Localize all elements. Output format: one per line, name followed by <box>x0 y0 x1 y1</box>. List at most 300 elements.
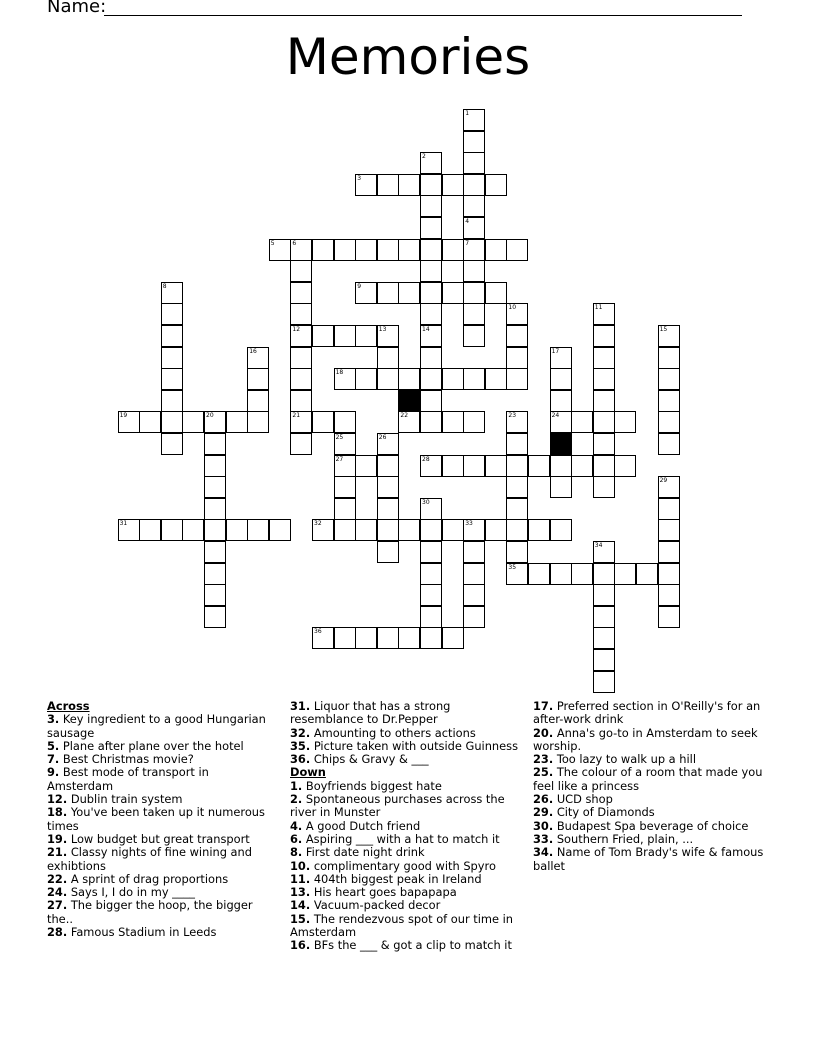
crossword-cell[interactable] <box>420 498 442 520</box>
crossword-cell[interactable] <box>312 627 334 649</box>
crossword-cell[interactable] <box>506 325 528 347</box>
crossword-cell[interactable] <box>161 282 183 304</box>
crossword-cell[interactable] <box>398 174 420 196</box>
crossword-cell[interactable] <box>463 303 485 325</box>
crossword-cell[interactable] <box>463 195 485 217</box>
crossword-cell[interactable] <box>463 606 485 628</box>
crossword-cell[interactable] <box>528 563 550 585</box>
crossword-cell[interactable] <box>420 325 442 347</box>
across-heading: Across <box>47 699 90 713</box>
crossword-cell[interactable] <box>290 282 312 304</box>
crossword-cell[interactable] <box>334 411 356 433</box>
clue-number: 35. <box>290 738 311 753</box>
crossword-cell[interactable] <box>658 368 680 390</box>
crossword-cell[interactable] <box>204 541 226 563</box>
crossword-cell[interactable] <box>377 282 399 304</box>
crossword-cell[interactable] <box>506 303 528 325</box>
cell-number: 24 <box>551 412 560 420</box>
crossword-cell[interactable] <box>377 476 399 498</box>
crossword-cell[interactable] <box>312 411 334 433</box>
crossword-cell[interactable] <box>658 433 680 455</box>
crossword-cell[interactable] <box>398 368 420 390</box>
crossword-cell[interactable] <box>463 131 485 153</box>
crossword-cell[interactable] <box>463 109 485 131</box>
clue-text: Southern Fried, plain, ... <box>556 831 694 846</box>
crossword-cell[interactable] <box>506 455 528 477</box>
clue-text: Name of Tom Brady's wife & famous ballet <box>533 845 764 873</box>
crossword-cell[interactable] <box>377 368 399 390</box>
crossword-cell[interactable] <box>550 476 572 498</box>
crossword-cell[interactable] <box>377 498 399 520</box>
crossword-cell[interactable] <box>658 390 680 412</box>
cell-number: 13 <box>378 326 387 333</box>
across-clue <box>47 766 275 793</box>
crossword-cell[interactable] <box>485 455 507 477</box>
crossword-cell[interactable] <box>355 282 377 304</box>
crossword-cell[interactable] <box>290 390 312 412</box>
crossword-cell[interactable] <box>506 347 528 369</box>
clue-text: UCD shop <box>556 792 613 807</box>
clue-text: The rendezvous spot of our time in Amsterdam <box>290 911 514 940</box>
cell-number: 32 <box>314 520 322 528</box>
crossword-cell[interactable] <box>593 563 615 585</box>
crossword-cell[interactable] <box>204 411 226 433</box>
crossword-cell[interactable] <box>161 411 183 433</box>
crossword-cell[interactable] <box>377 541 399 563</box>
crossword-cell[interactable] <box>593 584 615 606</box>
across-clue <box>290 700 520 727</box>
crossword-cell[interactable] <box>420 174 442 196</box>
crossword-cell[interactable] <box>247 347 269 369</box>
crossword-cell[interactable] <box>442 411 464 433</box>
crossword-cell[interactable] <box>463 455 485 477</box>
crossword-cell[interactable] <box>593 455 615 477</box>
crossword-cell[interactable] <box>658 519 680 541</box>
clue-number: 13. <box>290 885 311 900</box>
crossword-cell[interactable] <box>161 368 183 390</box>
crossword-cell[interactable] <box>420 584 442 606</box>
clue-number: 9. <box>47 765 60 780</box>
clue-text: Key ingredient to a good Hungarian sausage <box>47 712 266 740</box>
crossword-cell[interactable] <box>658 325 680 347</box>
crossword-cell[interactable] <box>442 455 464 477</box>
cell-number: 3 <box>357 174 362 182</box>
crossword-cell[interactable] <box>420 390 442 412</box>
crossword-cell[interactable] <box>571 411 593 433</box>
crossword-cell[interactable] <box>290 411 312 433</box>
crossword-cell[interactable] <box>204 455 226 477</box>
across-clue <box>47 886 275 899</box>
clue-text: Budapest Spa beverage of choice <box>556 818 749 833</box>
crossword-cell[interactable] <box>506 433 528 455</box>
crossword-cell[interactable] <box>204 433 226 455</box>
crossword-cell[interactable] <box>593 325 615 347</box>
clue-number: 14. <box>290 898 311 913</box>
crossword-cell[interactable] <box>442 368 464 390</box>
crossword-cell[interactable] <box>485 174 507 196</box>
crossword-cell[interactable] <box>463 325 485 347</box>
crossword-cell[interactable] <box>506 498 528 520</box>
crossword-cell[interactable] <box>204 498 226 520</box>
crossword-cell[interactable] <box>593 476 615 498</box>
crossword-cell[interactable] <box>593 368 615 390</box>
crossword-cell[interactable] <box>204 563 226 585</box>
clue-number: 20. <box>533 725 554 740</box>
clue-text: Amounting to others actions <box>313 725 476 740</box>
clue-text: Low budget but great transport <box>70 831 250 846</box>
clue-number: 19. <box>47 831 68 846</box>
clue-text: Vacuum-packed decor <box>313 898 441 913</box>
crossword-cell[interactable] <box>506 239 528 261</box>
clue-text: City of Diamonds <box>556 805 655 820</box>
clue-number: 16. <box>290 938 311 953</box>
across-clue <box>47 846 275 873</box>
crossword-cell[interactable] <box>334 627 356 649</box>
crossword-cell[interactable] <box>290 303 312 325</box>
crossword-cell[interactable] <box>658 584 680 606</box>
clue-number: 8. <box>290 845 303 860</box>
crossword-cell[interactable] <box>355 519 377 541</box>
crossword-cell[interactable] <box>593 390 615 412</box>
clue-number: 31. <box>290 699 311 713</box>
crossword-cell[interactable] <box>528 519 550 541</box>
crossword-cell[interactable] <box>290 325 312 347</box>
clue-number: 28. <box>47 925 68 940</box>
crossword-cell[interactable] <box>139 519 161 541</box>
crossword-cell[interactable] <box>182 519 204 541</box>
down-heading: Down <box>290 765 326 780</box>
crossword-cell[interactable] <box>420 282 442 304</box>
crossword-cell[interactable] <box>442 174 464 196</box>
crossword-cell[interactable] <box>420 606 442 628</box>
crossword-cell[interactable] <box>334 476 356 498</box>
crossword-cell[interactable] <box>658 347 680 369</box>
clues-column-2 <box>290 700 520 953</box>
down-clue <box>290 873 520 886</box>
clue-text: His heart goes bapapapa <box>313 885 457 900</box>
name-label: Name: <box>47 0 107 17</box>
crossword-cell[interactable] <box>593 649 615 671</box>
crossword-cell[interactable] <box>550 347 572 369</box>
crossword-cell[interactable] <box>334 368 356 390</box>
crossword-cell[interactable] <box>506 368 528 390</box>
crossword-cell[interactable] <box>334 325 356 347</box>
page-title: Memories <box>285 28 531 86</box>
clue-number: 15. <box>290 911 311 926</box>
crossword-cell[interactable] <box>355 239 377 261</box>
crossword-cell[interactable] <box>442 519 464 541</box>
across-clue <box>47 899 275 926</box>
crossword-cell[interactable] <box>247 519 269 541</box>
down-clue <box>290 846 520 859</box>
clue-number: 6. <box>290 831 303 846</box>
crossword-cell[interactable] <box>571 455 593 477</box>
crossword-cell[interactable] <box>398 282 420 304</box>
crossword-cell[interactable] <box>290 260 312 282</box>
crossword-cell[interactable] <box>118 411 140 433</box>
crossword-cell[interactable] <box>204 519 226 541</box>
cell-number: 7 <box>465 239 470 247</box>
crossword-cell[interactable] <box>658 411 680 433</box>
clue-number: 17. <box>533 699 554 713</box>
crossword-cell[interactable] <box>658 563 680 585</box>
crossword-cell[interactable] <box>204 476 226 498</box>
crossword-cell[interactable] <box>463 174 485 196</box>
crossword-cell[interactable] <box>204 606 226 628</box>
crossword-cell[interactable] <box>420 195 442 217</box>
cell-number: 26 <box>378 434 387 441</box>
crossword-cell[interactable] <box>398 239 420 261</box>
crossword-cell[interactable] <box>355 368 377 390</box>
cell-number: 5 <box>270 239 275 247</box>
crossword-cell[interactable] <box>550 519 572 541</box>
crossword-cell[interactable] <box>161 390 183 412</box>
crossword-cell[interactable] <box>420 541 442 563</box>
crossword-cell[interactable] <box>377 455 399 477</box>
clue-number: 10. <box>290 858 311 873</box>
crossword-cell[interactable] <box>398 411 420 433</box>
clue-number: 2. <box>290 792 303 807</box>
crossword-cell[interactable] <box>485 519 507 541</box>
crossword-cell[interactable] <box>550 368 572 390</box>
crossword-cell[interactable] <box>118 519 140 541</box>
clue-text: 404th biggest peak in Ireland <box>313 871 482 886</box>
cell-number: 14 <box>422 326 430 333</box>
across-clue <box>47 873 275 886</box>
cell-number: 21 <box>292 412 301 420</box>
crossword-cell[interactable] <box>658 476 680 498</box>
crossword-cell[interactable] <box>485 239 507 261</box>
clues-column-3 <box>533 700 765 873</box>
crossword-cell[interactable] <box>269 239 291 261</box>
cell-number: 16 <box>249 347 257 355</box>
crossword-cell[interactable] <box>334 455 356 477</box>
crossword-cell[interactable] <box>658 541 680 563</box>
clue-number: 18. <box>47 805 68 820</box>
crossword-cell[interactable] <box>226 411 248 433</box>
crossword-cell[interactable] <box>420 627 442 649</box>
crossword-cell[interactable] <box>312 519 334 541</box>
clue-number: 24. <box>47 885 68 900</box>
crossword-cell[interactable] <box>377 325 399 347</box>
crossword-cell[interactable] <box>355 325 377 347</box>
crossword-cell[interactable] <box>614 455 636 477</box>
clue-number: 11. <box>290 871 311 886</box>
crossword-cell[interactable] <box>377 239 399 261</box>
clue-number: 36. <box>290 752 311 767</box>
down-clue <box>533 806 765 819</box>
crossword-cell[interactable] <box>463 411 485 433</box>
cell-number: 17 <box>551 347 560 355</box>
crossword-cell[interactable] <box>161 325 183 347</box>
down-clue <box>533 833 765 846</box>
across-clue <box>290 753 520 766</box>
crossword-cell[interactable] <box>593 541 615 563</box>
crossword-cell[interactable] <box>377 627 399 649</box>
crossword-cell[interactable] <box>506 411 528 433</box>
crossword-cell[interactable] <box>550 390 572 412</box>
cell-number: 15 <box>659 326 668 333</box>
crossword-cell[interactable] <box>420 519 442 541</box>
crossword-cell[interactable] <box>290 347 312 369</box>
clue-text: First date night drink <box>305 845 425 860</box>
crossword-cell[interactable] <box>355 627 377 649</box>
crossword-cell[interactable] <box>550 455 572 477</box>
crossword-cell[interactable] <box>593 671 615 693</box>
crossword-cell[interactable] <box>355 174 377 196</box>
clue-number: 1. <box>290 778 303 793</box>
crossword-cell[interactable] <box>658 498 680 520</box>
cell-number: 30 <box>422 498 430 506</box>
clue-number: 29. <box>533 805 554 820</box>
crossword-cell[interactable] <box>614 563 636 585</box>
clue-text: Says I, I do in my ____ <box>70 885 195 900</box>
clue-text: Aspiring ___ with a hat to match it <box>305 831 500 846</box>
clue-text: Best Christmas movie? <box>62 752 194 767</box>
crossword-cell[interactable] <box>420 455 442 477</box>
crossword-cell[interactable] <box>420 260 442 282</box>
crossword-cell[interactable] <box>593 303 615 325</box>
crossword-cell[interactable] <box>161 519 183 541</box>
down-clue <box>290 886 520 899</box>
crossword-cell[interactable] <box>442 282 464 304</box>
crossword-cell[interactable] <box>463 584 485 606</box>
cell-number: 36 <box>314 628 322 636</box>
down-clue <box>290 939 520 952</box>
crossword-cell[interactable] <box>463 217 485 239</box>
crossword-cell[interactable] <box>247 411 269 433</box>
crossword-cell[interactable] <box>506 541 528 563</box>
crossword-cell[interactable] <box>593 606 615 628</box>
crossword-cell[interactable] <box>485 282 507 304</box>
cell-number: 10 <box>508 304 517 312</box>
name-field[interactable] <box>104 15 742 16</box>
crossword-cell[interactable] <box>398 519 420 541</box>
crossword-cell[interactable] <box>420 368 442 390</box>
crossword-cell[interactable] <box>398 627 420 649</box>
crossword-cell[interactable] <box>420 411 442 433</box>
clue-text: You've been taken up it numerous times <box>47 805 265 833</box>
clue-text: Preferred section in O'Reilly's for an after-work drink <box>533 699 761 727</box>
crossword-cell[interactable] <box>485 368 507 390</box>
crossword-cell[interactable] <box>377 519 399 541</box>
clue-text: The bigger the hoop, the bigger the.. <box>47 898 253 926</box>
crossword-cell[interactable] <box>463 368 485 390</box>
crossword-cell[interactable] <box>334 239 356 261</box>
crossword-cell[interactable] <box>593 347 615 369</box>
crossword-cell[interactable] <box>420 217 442 239</box>
crossword-cell[interactable] <box>420 347 442 369</box>
crossword-cell[interactable] <box>377 433 399 455</box>
crossword-cell[interactable] <box>139 411 161 433</box>
cell-number: 8 <box>162 282 167 290</box>
clue-text: Best mode of transport in Amsterdam <box>47 765 209 793</box>
crossword-cell[interactable] <box>506 519 528 541</box>
down-clue <box>533 700 765 727</box>
crossword-cell[interactable] <box>161 303 183 325</box>
crossword-cell[interactable] <box>658 606 680 628</box>
crossword-cell[interactable] <box>550 411 572 433</box>
crossword-cell[interactable] <box>442 627 464 649</box>
cell-number: 18 <box>335 369 344 377</box>
clue-text: Chips & Gravy & ___ <box>313 752 429 767</box>
cell-number: 25 <box>335 434 344 441</box>
crossword-cell[interactable] <box>463 563 485 585</box>
crossword-cell[interactable] <box>442 239 464 261</box>
crossword-cell[interactable] <box>463 260 485 282</box>
crossword-cell[interactable] <box>161 347 183 369</box>
clue-text: Boyfriends biggest hate <box>305 778 442 793</box>
crossword-cell[interactable] <box>571 563 593 585</box>
crossword-cell[interactable] <box>377 174 399 196</box>
crossword-cell[interactable] <box>528 455 550 477</box>
crossword-cell[interactable] <box>506 476 528 498</box>
crossword-cell[interactable] <box>377 347 399 369</box>
crossword-cell[interactable] <box>506 563 528 585</box>
clue-number: 7. <box>47 752 60 767</box>
clue-number: 21. <box>47 845 68 860</box>
across-clue <box>47 806 275 833</box>
across-clue <box>47 753 275 766</box>
down-clue <box>533 846 765 873</box>
cell-number: 9 <box>357 282 362 290</box>
crossword-cell[interactable] <box>355 455 377 477</box>
crossword-cell[interactable] <box>334 519 356 541</box>
crossword-cell[interactable] <box>420 563 442 585</box>
across-clue <box>47 833 275 846</box>
crossword-cell[interactable] <box>463 239 485 261</box>
crossword-cell[interactable] <box>420 239 442 261</box>
clue-number: 32. <box>290 725 311 740</box>
crossword-cell[interactable] <box>290 368 312 390</box>
crossword-cell[interactable] <box>593 411 615 433</box>
crossword-cell[interactable] <box>614 411 636 433</box>
down-clue <box>290 913 520 940</box>
crossword-cell[interactable] <box>290 239 312 261</box>
clues-column-1 <box>47 700 275 939</box>
cell-number: 19 <box>119 412 128 420</box>
crossword-cell[interactable] <box>269 519 291 541</box>
crossword-cell[interactable] <box>593 627 615 649</box>
crossword-cell[interactable] <box>312 239 334 261</box>
crossword-cell[interactable] <box>334 433 356 455</box>
crossword-cell[interactable] <box>463 282 485 304</box>
clue-text: BFs the ___ & got a clip to match it <box>313 938 512 953</box>
clue-number: 4. <box>290 818 303 833</box>
crossword-cell[interactable] <box>226 519 248 541</box>
crossword-cell[interactable] <box>334 498 356 520</box>
crossword-cell[interactable] <box>463 152 485 174</box>
crossword-cell[interactable] <box>463 519 485 541</box>
crossword-cell[interactable] <box>161 433 183 455</box>
crossword-cell[interactable] <box>420 152 442 174</box>
crossword-cell[interactable] <box>463 541 485 563</box>
clue-text: Too lazy to walk up a hill <box>556 752 696 767</box>
crossword-cell[interactable] <box>247 390 269 412</box>
crossword-cell[interactable] <box>636 563 658 585</box>
crossword-cell[interactable] <box>247 368 269 390</box>
cell-number: 22 <box>400 412 409 420</box>
crossword-cell[interactable] <box>312 325 334 347</box>
crossword-cell[interactable] <box>550 563 572 585</box>
crossword-cell[interactable] <box>182 411 204 433</box>
clue-text: Dublin train system <box>70 792 183 807</box>
crossword-cell[interactable] <box>593 433 615 455</box>
crossword-cell[interactable] <box>420 303 442 325</box>
crossword-cell[interactable] <box>290 433 312 455</box>
down-clue <box>533 793 765 806</box>
crossword-cell[interactable] <box>204 584 226 606</box>
